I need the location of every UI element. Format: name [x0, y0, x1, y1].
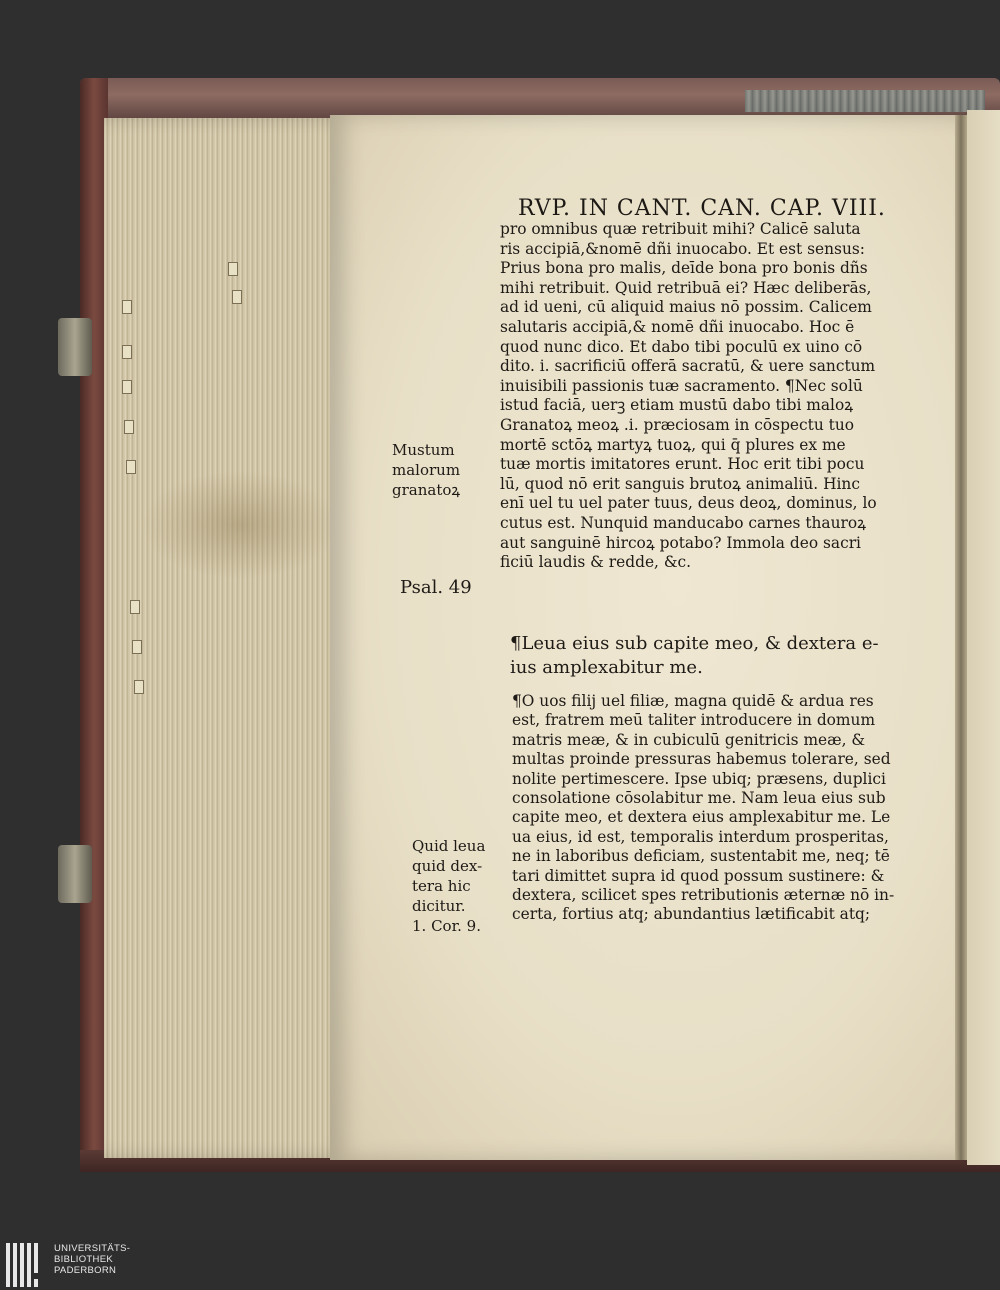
- text-line: pro omnibus quæ retribuit mihi? Calicē saluta: [500, 220, 861, 238]
- right-page-sliver: [967, 110, 1000, 1165]
- verse-line: ¶Leua eius sub capite meo, & dextera e-: [510, 633, 879, 654]
- text-line: salutaris accipiā,& nomē dñi inuocabo. Hoc ē: [500, 317, 855, 336]
- library-name-line: PADERBORN: [54, 1265, 117, 1276]
- text-line: dextera, scilicet spes retributionis æternæ nō in-: [512, 886, 895, 905]
- margin-line: granatoꝝ: [392, 481, 461, 499]
- page-marker: [130, 600, 140, 614]
- verse-heading: [510, 632, 940, 680]
- margin-line: 1. Cor. 9.: [412, 917, 481, 935]
- text-line: aut sanguinē hircoꝝ potabo? Immola deo sacri: [500, 533, 861, 552]
- text-line: lū, quod nō erit sanguis brutoꝝ animaliū. Hinc: [500, 474, 860, 493]
- text-line: Prius bona pro malis, deīde bona pro bonis dñs: [500, 259, 868, 278]
- margin-line: quid dex-: [412, 857, 483, 875]
- text-line: mihi retribuit. Quid retribuā ei? Hæc deliberās,: [500, 278, 872, 297]
- text-line: tari dimittet supra id quod possum sustinere: &: [512, 866, 885, 885]
- margin-note-mustum: [392, 440, 460, 500]
- library-name-line: BIBLIOTHEK: [54, 1254, 113, 1265]
- edge-stain: [140, 470, 340, 580]
- text-line: consolatione cōsolabitur me. Nam leua eius sub: [512, 789, 886, 808]
- text-line: istud faciā, uerꝫ etiam mustū dabo tibi maloꝝ: [500, 396, 854, 415]
- library-name: [54, 1243, 130, 1276]
- verse-line: ius amplexabitur me.: [510, 657, 703, 678]
- margin-note-psalm: [400, 578, 472, 598]
- margin-note-leua: [412, 836, 485, 936]
- text-line: inuisibili passionis tuæ sacramento. ¶Nec solū: [500, 376, 863, 395]
- page-marker: [134, 680, 144, 694]
- text-line: certa, fortius atq; abundantius lætificabit atq;: [512, 905, 871, 924]
- library-logo-icon: [6, 1243, 46, 1287]
- text-line: multas proinde pressuras habemus tolerare, sed: [512, 750, 891, 769]
- margin-line: malorum: [392, 461, 461, 479]
- gutter: [955, 115, 967, 1160]
- text-line: capite meo, et dextera eius amplexabitur me. Le: [512, 808, 891, 827]
- footer-bar: [0, 1240, 1000, 1290]
- page-marker: [122, 345, 132, 359]
- text-line: matris meæ, & in cubiculū genitricis meæ, &: [512, 730, 866, 749]
- headband: [745, 90, 985, 112]
- running-head: RVP. IN CANT. CAN. CAP. VIII.: [518, 196, 886, 221]
- clasp-top: [58, 318, 92, 376]
- page-marker: [122, 380, 132, 394]
- paragraph-1: [500, 220, 940, 573]
- text-line: cutus est. Nunquid manducabo carnes thauroꝝ: [500, 513, 867, 532]
- page-marker: [124, 420, 134, 434]
- margin-line: Mustum: [392, 441, 455, 459]
- text-line: est, fratrem meū taliter introducere in domum: [512, 711, 876, 730]
- text-line: ris accipiā,&nomē dñi inuocabo. Et est sensus:: [500, 239, 865, 258]
- clasp-bottom: [58, 845, 92, 903]
- text-line: mortē sctōꝝ martyꝝ tuoꝝ, qui q̄ plures ex me: [500, 435, 846, 454]
- text-line: tuæ mortis imitatores erunt. Hoc erit tibi pocu: [500, 455, 865, 474]
- page-marker: [228, 262, 238, 276]
- page-marker: [132, 640, 142, 654]
- margin-line: tera hic: [412, 877, 471, 895]
- text-line: enī uel tu uel pater tuus, deus deoꝝ, dominus, lo: [500, 494, 877, 513]
- text-line: quod nunc dico. Et dabo tibi poculū ex uino cō: [500, 337, 863, 356]
- text-line: Granatoꝝ meoꝝ .i. præciosam in cōspectu tuo: [500, 415, 854, 434]
- text-line: ne in laboribus deficiam, sustentabit me, neq; tē: [512, 847, 890, 866]
- margin-line: Psal. 49: [400, 577, 472, 598]
- margin-line: Quid leua: [412, 837, 486, 855]
- text-line: ¶O uos filij uel filiæ, magna quidē & ardua res: [512, 692, 874, 710]
- library-name-line: UNIVERSITÄTS-: [54, 1243, 131, 1254]
- text-line: ad id ueni, cū aliquid maius nō possim. Calicem: [500, 298, 872, 317]
- page-marker: [232, 290, 242, 304]
- text-line: nolite pertimescere. Ipse ubiq; præsens, duplici: [512, 769, 886, 788]
- paragraph-2: [512, 692, 942, 925]
- page-marker: [122, 300, 132, 314]
- page-marker: [126, 460, 136, 474]
- text-line: ua eius, id est, temporalis interdum prosperitas,: [512, 827, 889, 846]
- text-line: ficiū laudis & redde, &c.: [500, 553, 692, 572]
- text-line: dito. i. sacrificiū offerā sacratū, & uere sanctum: [500, 357, 876, 376]
- margin-line: dicitur.: [412, 897, 466, 915]
